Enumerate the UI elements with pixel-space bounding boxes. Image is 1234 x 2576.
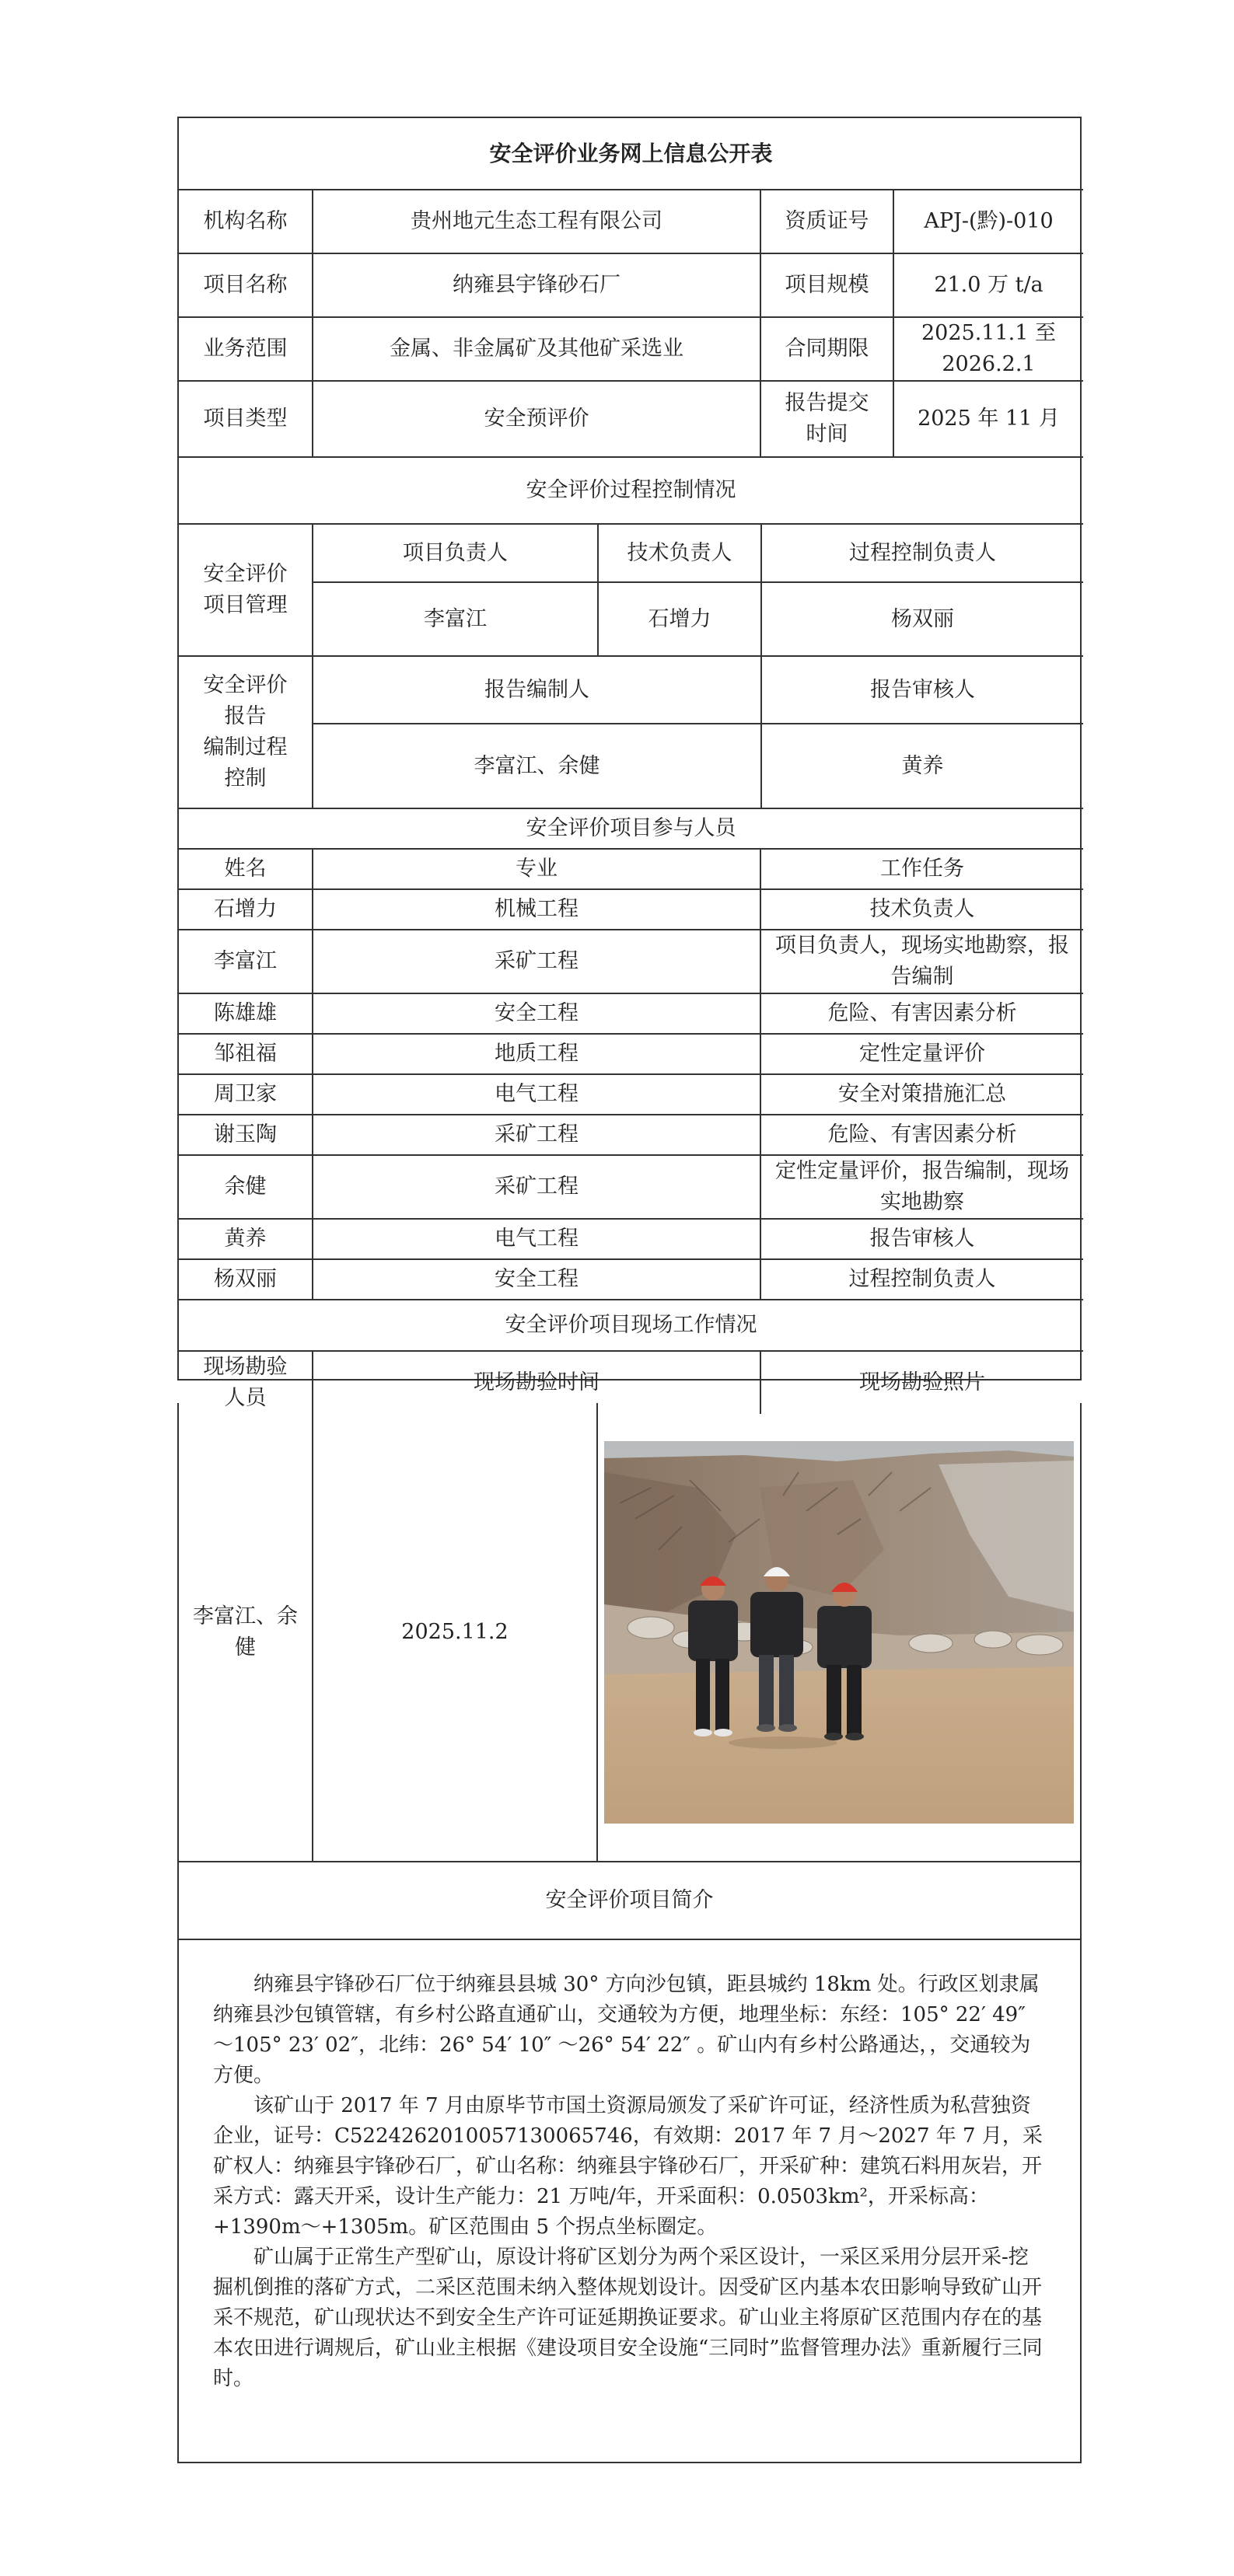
person-major: 安全工程 [313,993,760,1034]
person-name: 杨双丽 [179,1259,313,1300]
org-value: 贵州地元生态工程有限公司 [313,190,760,253]
type-label: 项目类型 [179,381,313,457]
table-row [179,1259,1083,1300]
site-photo [604,1441,1074,1824]
person-task: 过程控制负责人 [760,1259,1083,1300]
mgmt-label-line2: 项目管理 [203,593,288,617]
mgmt-label-line1: 安全评价 [203,562,288,586]
process-header: 安全评价过程控制情况 [179,457,1083,524]
report-time-value: 2025 年 11 月 [893,381,1083,457]
site-and-intro [177,1403,1082,2463]
cert-label: 资质证号 [760,190,893,253]
contract-label: 合同期限 [760,317,893,381]
personnel-header: 安全评价项目参与人员 [179,808,1083,849]
project-leader-name: 李富江 [313,582,598,655]
col-process-leader: 过程控制负责人 [761,525,1083,582]
table-row [179,1155,1083,1219]
person-major: 地质工程 [313,1034,760,1074]
person-major: 采矿工程 [313,930,760,993]
report-control-label-line3: 编制过程 [203,735,288,759]
site-people-line2: 健 [235,1635,256,1660]
report-control-label-line4: 控制 [224,766,267,791]
contract-value-line2: 2026.2.1 [942,352,1036,376]
person-name: 陈雄雄 [179,993,313,1034]
person-name: 余健 [179,1155,313,1219]
col-site-people-line2: 人员 [224,1386,267,1410]
col-report-writer: 报告编制人 [313,657,761,724]
person-task: 安全对策措施汇总 [760,1074,1083,1115]
col-task: 工作任务 [760,849,1083,889]
table-row [179,889,1083,930]
process-leader-name: 杨双丽 [761,582,1083,655]
report-time-label-line2: 时间 [806,422,848,446]
person-task: 危险、有害因素分析 [760,993,1083,1034]
intro-paragraph-1: 纳雍县宇锋砂石厂位于纳雍县县城 30° 方向沙包镇，距县城约 18km 处。行政区划隶属纳雍县沙包镇管辖，有乡村公路直通矿山，交通较为方便，地理坐标：东经：105° 22′ 49″ ～105° 23′ 02″，北纬：26° 54′ 10″ ～26° 54′ 22″ 。矿山内有乡村公路通达，，交通较为方便。 [213,1973,1040,2087]
tech-leader-name: 石增力 [598,582,761,655]
scale-value: 21.0 万 t/a [893,253,1083,317]
quarry-photo-illustration [604,1441,1074,1824]
site-photo-cell [597,1403,1080,1862]
col-site-photo: 现场勘验照片 [760,1351,1083,1414]
report-time-label-line1: 报告提交 [785,391,869,415]
table-row [179,1115,1083,1155]
report-control-label-line2: 报告 [224,704,267,728]
person-task: 项目负责人，现场实地勘察，报告编制 [760,930,1083,993]
person-name: 石增力 [179,889,313,930]
table-row [179,993,1083,1034]
person-name: 李富江 [179,930,313,993]
person-name: 谢玉陶 [179,1115,313,1155]
col-report-reviewer: 报告审核人 [761,657,1083,724]
site-header: 安全评价项目现场工作情况 [179,1300,1083,1351]
site-people [179,1403,313,1862]
mgmt-label [179,524,313,656]
intro-paragraph-3: 矿山属于正常生产型矿山，原设计将矿区划分为两个采区设计，一采区采用分层开采-挖掘机倒推的落矿方式，二采区范围未纳入整体规划设计。因受矿区内基本农田影响导致矿山开采不规范，矿山现状达不到安全生产许可证延期换证要求。矿山业主将原矿区范围内存在的基本农田进行调规后，矿山业主根据《建设项目安全设施“三同时”监督管理办法》重新履行三同时。 [213,2246,1043,2390]
person-major: 安全工程 [313,1259,760,1300]
project-label: 项目名称 [179,253,313,317]
person-major: 电气工程 [313,1219,760,1259]
page-title: 安全评价业务网上信息公开表 [179,118,1083,190]
table-row [179,1074,1083,1115]
table-row [179,1219,1083,1259]
person-task: 危险、有害因素分析 [760,1115,1083,1155]
person-name: 黄养 [179,1219,313,1259]
col-site-people-line1: 现场勘验 [203,1355,288,1379]
person-major: 采矿工程 [313,1115,760,1155]
person-major: 机械工程 [313,889,760,930]
report-control-label-line1: 安全评价 [203,673,288,697]
person-task: 定性定量评价 [760,1034,1083,1074]
intro-header: 安全评价项目简介 [179,1862,1080,1939]
org-label: 机构名称 [179,190,313,253]
col-name: 姓名 [179,849,313,889]
business-label: 业务范围 [179,317,313,381]
report-writer-names: 李富江、余健 [313,724,761,808]
contract-value-line1: 2025.11.1 至 [921,321,1056,345]
table-row [179,1034,1083,1074]
scale-label: 项目规模 [760,253,893,317]
col-major: 专业 [313,849,760,889]
person-name: 周卫家 [179,1074,313,1115]
info-table [177,117,1082,1410]
project-value: 纳雍县宇锋砂石厂 [313,253,760,317]
table-row [179,930,1083,993]
person-name: 邹祖福 [179,1034,313,1074]
report-reviewer-name: 黄养 [761,724,1083,808]
col-tech-leader: 技术负责人 [598,525,761,582]
col-site-time: 现场勘验时间 [313,1351,760,1414]
col-project-leader: 项目负责人 [313,525,598,582]
person-task: 定性定量评价，报告编制，现场实地勘察 [760,1155,1083,1219]
person-task: 技术负责人 [760,889,1083,930]
business-value: 金属、非金属矿及其他矿采选业 [313,317,760,381]
site-time: 2025.11.2 [313,1403,597,1862]
person-major: 采矿工程 [313,1155,760,1219]
site-people-line1: 李富江、余 [193,1604,298,1628]
contract-value [893,317,1083,381]
intro-paragraph-2: 该矿山于 2017 年 7 月由原毕节市国土资源局颁发了采矿许可证，经济性质为私营独资企业，证号：C5224262010057130065746，有效期：2017 年 7 月～2027 年 7 月，采矿权人：纳雍县宇锋砂石厂，矿山名称：纳雍县宇锋砂石厂，开采矿种：建筑石料用灰岩，开采方式：露天开采，设计生产能力：21 万吨/年，开采面积：0.0503km²，开采标高：+1390m～+1305m。矿区范围由 5 个拐点坐标圈定。 [213,2094,1043,2239]
type-value: 安全预评价 [313,381,760,457]
report-control-label [179,656,313,808]
intro-body [179,1939,1080,2428]
person-task: 报告审核人 [760,1219,1083,1259]
cert-value: APJ-(黔)-010 [893,190,1083,253]
report-time-label [760,381,893,457]
person-major: 电气工程 [313,1074,760,1115]
